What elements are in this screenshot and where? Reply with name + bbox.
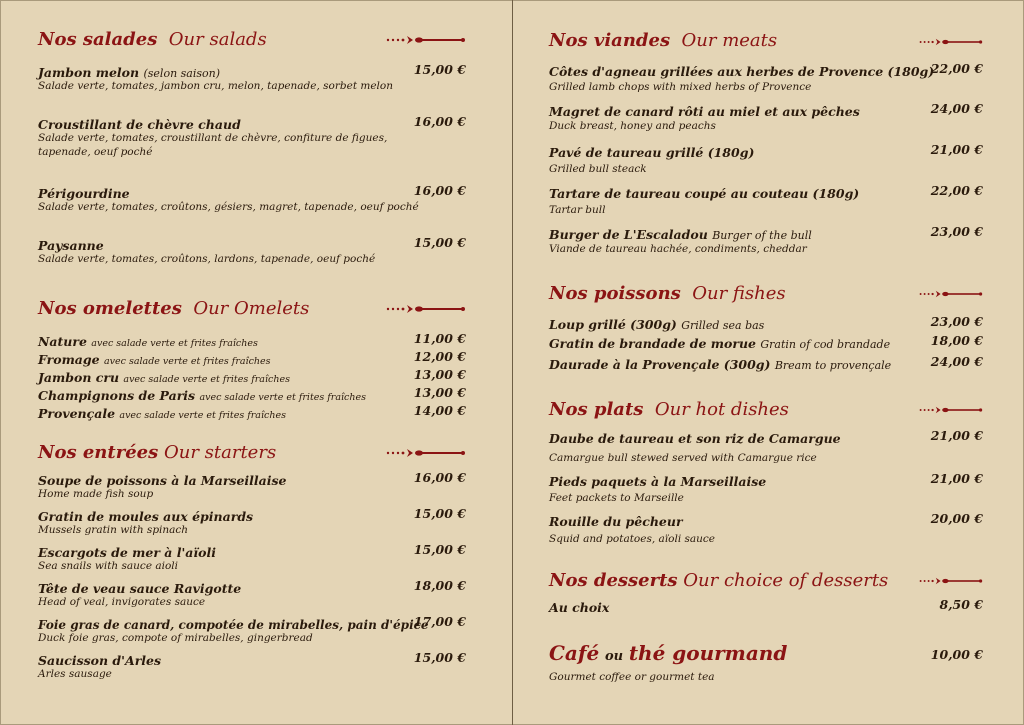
item-name: Jambon cru [38,370,120,385]
item-price: 21,00 € [930,428,983,443]
item-name: Croustillant de chèvre chaud [38,117,241,132]
item-description: Sea snails with sauce aioli [38,560,179,572]
menu-item [38,114,466,158]
item-description: Salade verte, tomates, croustillant de chèvre, confiture de figues, tapenade, oeuf poché [38,132,388,158]
section-title-coffee [549,642,983,668]
left-page [38,0,466,725]
title-fr: Nos salades [38,29,158,50]
title-en: Our starters [163,442,277,463]
item-price: 23,00 € [930,314,983,329]
item-name: Escargots de mer à l'aïoli [38,545,216,560]
item-price: 16,00 € [413,183,466,198]
item-price: 17,00 € [413,614,466,629]
item-name: Jambon melon [38,65,140,80]
title-fr: Nos omelettes [38,298,182,319]
item-description: Home made fish soup [38,488,154,500]
title-en: Our salads [168,29,267,50]
item-name: Loup grillé (300g) [549,317,677,332]
item-name: Rouille du pêcheur [549,514,683,529]
dotted-arrow-ornament-icon [919,405,983,415]
item-price: 16,00 € [413,470,466,485]
right-page [549,0,983,725]
menu-item [38,62,466,92]
item-name: Soupe de poissons à la Marseillaise [38,473,287,488]
item-price: 21,00 € [930,142,983,157]
item-note: avec salade verte et frites fraîches [91,338,258,349]
item-price: 15,00 € [413,235,466,250]
item-name: Paysanne [38,238,104,253]
item-name: Gratin de brandade de morue [549,336,757,351]
menu-item [549,101,983,132]
title-fr: Nos desserts [549,570,678,591]
item-price: 23,00 € [930,224,983,239]
title-fr: Nos viandes [549,30,671,51]
menu-item [549,597,983,616]
item-name: Provençale [38,406,116,421]
item-description: Viande de taureau hachée, condiments, cheddar [549,243,807,255]
dotted-arrow-ornament-icon [919,37,983,47]
item-note: (selon saison) [143,67,221,80]
item-name: Côtes d'agneau grillées aux herbes de Provence (180g) [549,64,935,79]
item-note: avec salade verte et frites fraîches [119,410,286,421]
section-title-desserts [549,570,983,592]
item-description: Squid and potatoes, aïoli sauce [549,533,716,545]
item-note: Bream to provençale [774,359,892,372]
title-en: Our meats [681,30,778,51]
item-price: 18,00 € [413,578,466,593]
item-description: Salade verte, tomates, croûtons, lardons, tapenade, oeuf poché [38,253,376,265]
item-name: Burger de L'Escaladou [549,227,708,242]
title-or: ou [604,649,624,664]
item-price: 13,00 € [413,367,466,382]
title-fr: Nos entrées [38,442,159,463]
menu-item [38,614,466,644]
item-name: Daube de taureau et son riz de Camargue [549,431,841,446]
item-description: Duck breast, honey and peachs [549,120,716,132]
item-description: Head of veal, invigorates sauce [38,596,206,608]
item-note: Burger of the bull [712,229,812,242]
item-name: Magret de canard rôti au miel et aux pêches [549,104,860,119]
item-price: 18,00 € [930,333,983,348]
item-name: Daurade à la Provençale (300g) [549,357,771,372]
item-description: Mussels gratin with spinach [38,524,189,536]
item-price: 13,00 € [413,385,466,400]
item-price: 12,00 € [413,349,466,364]
title-fr: Nos plats [549,399,644,420]
title-en: Our choice of desserts [683,570,889,591]
item-description: Feet packets to Marseille [549,492,684,504]
item-price: 8,50 € [939,597,983,612]
item-note: Grilled sea bas [681,319,765,332]
item-note: Gratin of cod brandade [760,338,891,351]
title-the-gourmand: thé gourmand [628,641,788,665]
menu-item [38,470,466,500]
item-description: Tartar bull [549,204,606,216]
title-en: Our Omelets [193,298,310,319]
item-name: Gratin de moules aux épinards [38,509,254,524]
item-description: Grilled lamb chops with mixed herbs of Provence [549,81,812,93]
page-spine-divider [512,0,513,725]
item-price: 24,00 € [930,101,983,116]
menu-item [38,506,466,536]
menu-item [549,61,983,93]
item-name: Tartare de taureau coupé au couteau (180g) [549,186,860,201]
menu-item [549,333,983,353]
item-note: avec salade verte et frites fraîches [103,356,271,367]
item-description: Arles sausage [38,668,112,680]
menu-item [549,314,983,334]
menu-item [38,578,466,608]
item-price: 14,00 € [413,403,466,418]
item-price: 22,00 € [930,183,983,198]
coffee-description: Gourmet coffee or gourmet tea [549,671,715,683]
item-price: 24,00 € [930,354,983,369]
section-title-meats [549,30,983,52]
item-description: Grilled bull steack [549,163,647,175]
item-price: 21,00 € [930,471,983,486]
dotted-arrow-ornament-icon [386,448,466,458]
item-name: Fromage [38,352,100,367]
item-name: Tête de veau sauce Ravigotte [38,581,242,596]
item-note: avec salade verte et frites fraîches [123,374,290,385]
item-name: Au choix [549,600,610,615]
menu-item [549,511,983,545]
item-description: Duck foie gras, compote of mirabelles, gingerbread [38,632,313,644]
title-cafe: Café [549,641,600,665]
menu-item [549,224,983,255]
menu-item [38,650,466,680]
coffee-price: 10,00 € [930,647,983,662]
item-price: 15,00 € [413,506,466,521]
menu-item [549,183,983,216]
title-fr: Nos poissons [549,283,681,304]
item-name: Saucisson d'Arles [38,653,162,668]
item-name: Foie gras de canard, compotée de mirabelles, pain d'épice [38,618,429,632]
item-price: 15,00 € [413,62,466,77]
title-en: Our fishes [692,283,786,304]
item-description: Salade verte, tomates, croûtons, gésiers, magret, tapenade, oeuf poché [38,201,419,213]
item-price: 11,00 € [413,331,466,346]
dotted-arrow-ornament-icon [386,35,466,45]
menu-item [38,183,466,213]
item-price: 22,00 € [930,61,983,76]
item-name: Pieds paquets à la Marseillaise [549,474,767,489]
dotted-arrow-ornament-icon [919,289,983,299]
item-name: Pavé de taureau grillé (180g) [549,145,755,160]
item-price: 15,00 € [413,650,466,665]
menu-item [38,542,466,572]
item-price: 16,00 € [413,114,466,129]
item-price: 15,00 € [413,542,466,557]
item-note: avec salade verte et frites fraîches [199,392,366,403]
dotted-arrow-ornament-icon [919,576,983,586]
menu-item [38,235,466,265]
section-title-hot-dishes [549,399,983,421]
item-name: Périgourdine [38,186,130,201]
item-name: Champignons de Paris [38,388,196,403]
menu-item [38,403,466,424]
dotted-arrow-ornament-icon [386,304,466,314]
item-description: Camargue bull stewed served with Camargue rice [549,452,817,464]
menu-item [549,354,983,374]
menu-item [549,142,983,175]
title-en: Our hot dishes [654,399,789,420]
item-price: 20,00 € [930,511,983,526]
menu-item [549,428,983,464]
item-description: Salade verte, tomates, jambon cru, melon, tapenade, sorbet melon [38,80,393,92]
menu-item [549,471,983,504]
section-title-fishes [549,283,983,305]
item-name: Nature [38,334,87,349]
